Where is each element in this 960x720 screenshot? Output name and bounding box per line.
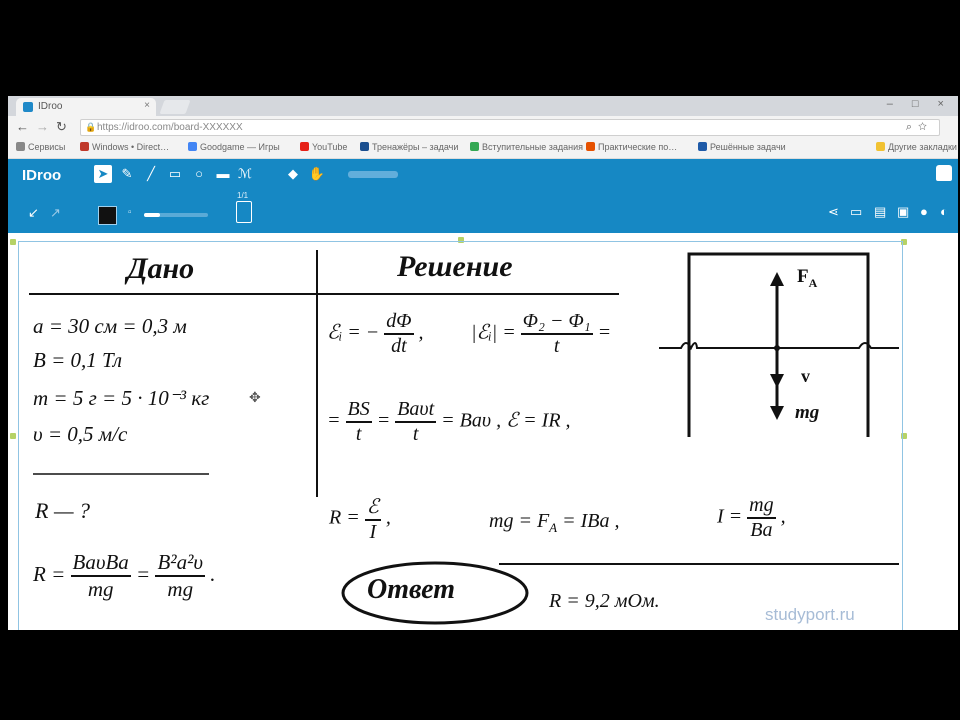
resize-handle[interactable] <box>10 433 16 439</box>
emf-lhs: ℰᵢ = − <box>327 321 380 344</box>
final-frac1-num: BaυBa <box>71 550 131 577</box>
emf-num: dΦ <box>384 310 413 335</box>
brush-size-icon: ▫ <box>128 207 132 218</box>
redo-icon[interactable]: ↗ <box>50 205 61 220</box>
new-tab-button[interactable] <box>159 100 190 114</box>
abs-lhs: |ℰᵢ| = <box>471 321 516 344</box>
r2-den2: t <box>412 423 419 445</box>
image-icon[interactable]: ▭ <box>850 204 863 219</box>
page-counter: 1/1 <box>237 191 249 200</box>
unknown-value: R — ? <box>35 498 90 523</box>
back-icon[interactable]: ← <box>16 119 29 134</box>
zoom-star-icons[interactable]: ⌕☆ <box>905 121 933 133</box>
bookmark-item[interactable] <box>586 142 677 152</box>
given-line-3: m = 5 г = 5 · 10⁻³ кг <box>33 386 210 410</box>
abs-den: t <box>553 335 560 357</box>
answer-value: R = 9,2 мОм. <box>549 590 660 612</box>
lock-icon: 🔒 <box>85 122 97 132</box>
r3-mid: mg = F <box>489 510 550 532</box>
abs-tail: = <box>597 321 612 344</box>
color-picker[interactable] <box>98 206 117 225</box>
velocity-label: v <box>801 366 810 386</box>
emf-fraction <box>384 310 413 358</box>
bookmark-favicon-icon <box>876 142 885 151</box>
emf-den: dt <box>391 335 407 357</box>
given-line-1: a = 30 см = 0,3 м <box>33 314 187 338</box>
page-icon[interactable] <box>236 201 252 223</box>
bookmark-item[interactable] <box>876 142 957 152</box>
bookmark-favicon-icon <box>188 142 197 151</box>
undo-arrow-icon[interactable]: ↙ <box>28 205 39 220</box>
abs-num: Φ₂ − Φ₁ <box>521 310 593 335</box>
r2-eq2: = <box>376 409 391 432</box>
final-formula <box>33 550 216 602</box>
r2-num2: Baυt <box>395 398 436 423</box>
final-frac2-den: mg <box>167 577 194 601</box>
bookmarks-bar <box>8 140 958 159</box>
r3-sep: , <box>385 506 391 529</box>
final-fraction-1 <box>71 550 131 602</box>
emf-sep: , <box>418 321 424 344</box>
force-letter: F <box>797 266 809 287</box>
problem-image[interactable] <box>18 241 903 630</box>
bookmark-label: Практические по… <box>598 142 678 152</box>
rectangle-icon[interactable]: ▭ <box>168 166 182 181</box>
bookmark-item[interactable] <box>188 142 280 152</box>
bookmark-favicon-icon <box>470 142 479 151</box>
tab-strip <box>8 96 958 116</box>
pdf-icon[interactable]: ▤ <box>874 204 887 219</box>
idroo-favicon-icon <box>23 102 33 112</box>
tab-title: IDroo <box>38 101 63 112</box>
notification-icon[interactable] <box>936 165 952 181</box>
r3-lhs: R = <box>329 506 360 529</box>
eraser-icon[interactable]: ◆ <box>288 166 298 181</box>
user-icon[interactable]: ◐ <box>940 204 948 219</box>
slider-fill <box>144 213 160 217</box>
select-icon[interactable]: ➤ <box>94 165 112 183</box>
final-frac1-den: mg <box>87 577 114 601</box>
r2-fraction-1 <box>346 398 372 446</box>
final-lhs: R = <box>33 561 66 586</box>
bookmark-label: YouTube <box>312 142 348 152</box>
emf-formula <box>327 310 424 358</box>
bookmark-item[interactable] <box>80 142 169 152</box>
gallery-icon[interactable]: ▣ <box>897 204 910 219</box>
share-icon[interactable]: ⋖ <box>828 204 839 219</box>
solution-header: Решение <box>397 250 513 283</box>
r2-eq: = <box>327 409 341 432</box>
pen-icon[interactable]: ✎ <box>121 166 133 181</box>
final-tail: . <box>210 561 216 586</box>
whiteboard-canvas[interactable] <box>8 233 958 630</box>
toolbar-handle[interactable] <box>348 171 398 178</box>
address-bar-row <box>8 116 958 140</box>
final-eq: = <box>136 561 151 586</box>
gravity-label: mg <box>795 402 820 423</box>
bookmark-label: Решённые задачи <box>710 142 786 152</box>
r3-num: ℰ <box>365 494 381 521</box>
r2-tail: = Baυ , ℰ = IR , <box>441 409 571 432</box>
final-frac2-num: B²a²υ <box>155 550 205 577</box>
url-text: https://idroo.com/board-XXXXXX <box>97 122 243 133</box>
r3-i-num: mg <box>747 494 775 519</box>
r3-den: I <box>369 521 377 543</box>
bookmark-item[interactable] <box>470 142 583 152</box>
bookmark-favicon-icon <box>586 142 595 151</box>
eraser-tool-icon[interactable]: ▬ <box>216 166 230 181</box>
settings-icon[interactable]: ● <box>920 204 928 219</box>
force-balance-formula <box>489 510 619 536</box>
r3-tail: , <box>780 505 786 528</box>
bookmark-label: Сервисы <box>28 142 66 152</box>
window-controls[interactable]: – □ × <box>886 98 952 110</box>
url-field[interactable] <box>80 119 940 136</box>
given-line-4: υ = 0,5 м/с <box>33 422 128 446</box>
bookmark-favicon-icon <box>16 142 25 151</box>
bookmark-item[interactable] <box>698 142 786 152</box>
tab-close-icon[interactable]: × <box>144 100 150 111</box>
bookmark-favicon-icon <box>80 142 89 151</box>
r2-num1: BS <box>346 398 372 423</box>
browser-tab[interactable] <box>16 98 156 116</box>
r3-mid-tail: = IBa , <box>557 510 620 532</box>
move-cursor-icon: ✥ <box>249 390 261 406</box>
bookmark-label: Вступительные задания <box>482 142 583 152</box>
line-icon[interactable]: ╱ <box>147 166 155 181</box>
brush-size-slider[interactable] <box>144 213 208 217</box>
watermark: studyport.ru <box>765 605 855 624</box>
bookmark-label: Другие закладки <box>888 142 957 152</box>
browser-window <box>8 96 958 630</box>
given-line-2: B = 0,1 Тл <box>33 348 123 372</box>
app-toolbar <box>8 159 958 233</box>
bookmark-favicon-icon <box>360 142 369 151</box>
bookmark-label: Goodgame — Игры <box>200 142 280 152</box>
force-label <box>797 266 817 291</box>
resize-handle[interactable] <box>10 239 16 245</box>
r2-den1: t <box>355 423 362 445</box>
bookmark-label: Windows • Direct… <box>92 142 170 152</box>
bookmark-favicon-icon <box>698 142 707 151</box>
force-sub: A <box>808 275 818 290</box>
r3-i-den: Ba <box>750 519 773 541</box>
r3-mid-sub: A <box>549 520 558 535</box>
bookmark-item[interactable] <box>360 142 458 152</box>
text-tool-icon[interactable]: ℳ <box>238 166 252 181</box>
forward-icon[interactable]: → <box>36 119 49 134</box>
app-logo: IDroo <box>22 167 62 184</box>
hand-icon[interactable]: ✋ <box>308 166 326 181</box>
bookmark-label: Тренажёры – задачи <box>372 142 459 152</box>
ellipse-icon[interactable]: ○ <box>195 166 203 181</box>
r3-i-lhs: I = <box>717 505 743 528</box>
bookmark-item[interactable] <box>300 142 347 152</box>
given-header: Дано <box>127 252 195 285</box>
resistance-formula <box>329 494 391 544</box>
r3-i-fraction <box>747 494 775 542</box>
r2-fraction-2 <box>395 398 436 446</box>
reload-icon[interactable]: ↻ <box>56 119 67 134</box>
abs-emf-formula <box>471 310 611 358</box>
solution-row-2 <box>327 398 571 446</box>
bookmark-item[interactable] <box>16 142 65 152</box>
answer-label: Ответ <box>367 574 456 605</box>
r3-fraction <box>365 494 381 544</box>
bookmark-favicon-icon <box>300 142 309 151</box>
final-fraction-2 <box>155 550 205 602</box>
abs-fraction <box>521 310 593 358</box>
current-formula <box>717 494 786 542</box>
